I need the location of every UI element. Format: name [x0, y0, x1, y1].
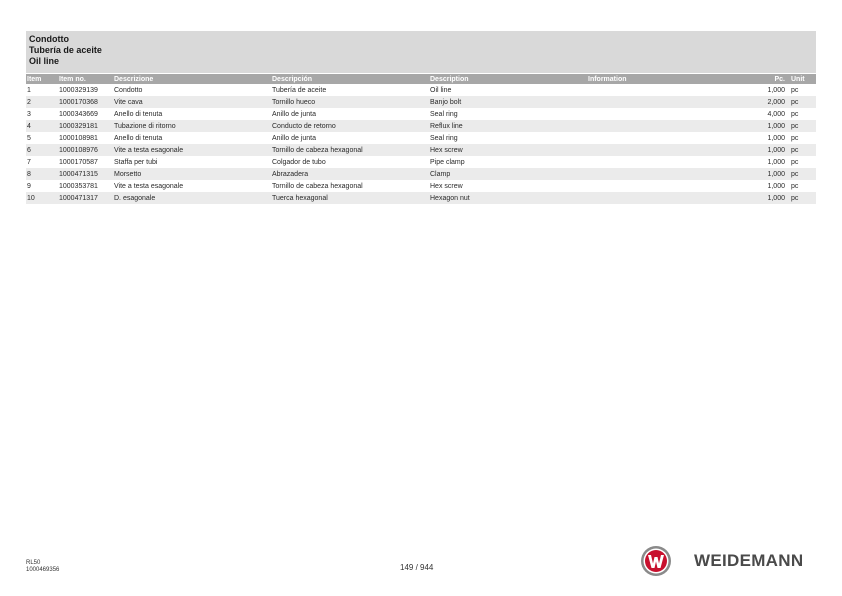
cell-descrizione: Vite cava: [113, 96, 271, 108]
cell-unit: pc: [790, 144, 816, 156]
cell-unit: pc: [791, 158, 799, 166]
cell-descripcion: Tubería de aceite: [272, 86, 327, 94]
cell-pc: 1,000: [767, 86, 785, 94]
cell-information: [587, 156, 745, 168]
table-header-row: [26, 74, 816, 84]
cell-information: [587, 144, 745, 156]
cell-item: 2: [26, 96, 58, 108]
cell-item: 6: [26, 144, 58, 156]
cell-description: Oil line: [430, 86, 452, 94]
table-row: [26, 84, 816, 96]
header-descrizione: Descrizione: [113, 74, 271, 84]
cell-item-no: 1000108976: [58, 144, 113, 156]
table-row: [26, 108, 816, 120]
cell-descripcion: Tornillo de cabeza hexagonal: [271, 144, 429, 156]
brand-wordmark: WEIDEMANN: [694, 551, 804, 570]
cell-descripcion: Anillo de junta: [272, 110, 316, 118]
cell-descripcion: Tornillo de cabeza hexagonal: [272, 182, 363, 190]
title-english: Oil line: [29, 56, 60, 66]
cell-information: [587, 180, 745, 192]
cell-description: Pipe clamp: [430, 158, 465, 166]
cell-item: 3: [27, 110, 31, 118]
cell-pc: 1,000: [745, 192, 790, 204]
cell-information: [587, 84, 745, 96]
table-row: [26, 168, 816, 180]
cell-descrizione: Morsetto: [113, 168, 271, 180]
cell-descripcion: Conducto de retorno: [271, 120, 429, 132]
cell-description: Clamp: [429, 168, 587, 180]
table-row: [26, 96, 816, 108]
cell-item: 1: [27, 86, 31, 94]
cell-unit: pc: [790, 192, 816, 204]
title-italian: Condotto: [29, 34, 69, 44]
cell-descrizione: Staffa per tubi: [114, 158, 158, 166]
cell-item-no: 1000343669: [59, 110, 98, 118]
cell-description: Seal ring: [430, 134, 458, 142]
weidemann-w-logo-icon: [639, 545, 673, 577]
cell-item: 5: [27, 134, 31, 142]
cell-item-no: 1000170368: [58, 96, 113, 108]
cell-pc: 1,000: [745, 144, 790, 156]
cell-pc: 1,000: [767, 182, 785, 190]
header-information: Information: [587, 74, 745, 84]
cell-pc: 1,000: [745, 120, 790, 132]
parts-table: [26, 74, 816, 204]
cell-item-no: 1000353781: [59, 182, 98, 190]
cell-information: [587, 168, 745, 180]
cell-description: Reflux line: [429, 120, 587, 132]
cell-information: [587, 120, 745, 132]
document-number: 1000469356: [26, 567, 60, 573]
cell-item-no: 1000170587: [59, 158, 98, 166]
table-row: [26, 180, 816, 192]
cell-descrizione: D. esagonale: [113, 192, 271, 204]
cell-item: 7: [27, 158, 31, 166]
header-descripcion: Descripción: [271, 74, 429, 84]
cell-item-no: 1000471317: [58, 192, 113, 204]
cell-descrizione: Tubazione di ritorno: [113, 120, 271, 132]
footer-document-info: [26, 560, 59, 574]
header-description: Description: [429, 74, 587, 84]
cell-unit: pc: [790, 168, 816, 180]
cell-description: Hexagon nut: [429, 192, 587, 204]
cell-information: [587, 96, 745, 108]
cell-description: Banjo bolt: [429, 96, 587, 108]
table-row: [26, 192, 816, 204]
header-unit: Unit: [790, 74, 816, 84]
title-spanish: Tubería de aceite: [29, 45, 102, 55]
cell-item: 9: [27, 182, 31, 190]
cell-descrizione: Condotto: [114, 86, 143, 94]
table-row: [26, 132, 816, 144]
cell-descrizione: Anello di tenuta: [114, 134, 163, 142]
cell-descripcion: Colgador de tubo: [272, 158, 326, 166]
cell-descripcion: Anillo de junta: [272, 134, 316, 142]
cell-information: [587, 132, 745, 144]
cell-item-no: 1000329139: [59, 86, 98, 94]
cell-description: Hex screw: [430, 182, 463, 190]
cell-descripcion: Tornillo hueco: [271, 96, 429, 108]
header-pc: Pc.: [745, 74, 790, 84]
header-item-no: Item no.: [58, 74, 113, 84]
cell-pc: 2,000: [745, 96, 790, 108]
table-row: [26, 156, 816, 168]
cell-item: 8: [26, 168, 58, 180]
cell-unit: pc: [791, 110, 799, 118]
header-item: Item: [26, 74, 58, 84]
cell-descrizione: Vite a testa esagonale: [113, 144, 271, 156]
cell-information: [587, 108, 745, 120]
cell-unit: pc: [791, 134, 799, 142]
page-number: 149 / 944: [400, 563, 434, 572]
cell-item-no: 1000471315: [58, 168, 113, 180]
cell-unit: pc: [790, 120, 816, 132]
title-block: [26, 31, 816, 73]
cell-information: [587, 192, 745, 204]
cell-unit: pc: [790, 96, 816, 108]
cell-pc: 1,000: [767, 158, 785, 166]
cell-description: Hex screw: [429, 144, 587, 156]
cell-pc: 4,000: [767, 110, 785, 118]
cell-item-no: 1000108981: [59, 134, 98, 142]
cell-unit: pc: [791, 182, 799, 190]
cell-descripcion: Abrazadera: [271, 168, 429, 180]
model-label: RL50: [26, 560, 41, 566]
cell-descrizione: Anello di tenuta: [114, 110, 163, 118]
table-row: [26, 120, 816, 132]
cell-description: Seal ring: [430, 110, 458, 118]
table-row: [26, 144, 816, 156]
cell-item: 10: [26, 192, 58, 204]
cell-item: 4: [26, 120, 58, 132]
cell-pc: 1,000: [767, 134, 785, 142]
cell-unit: pc: [791, 86, 799, 94]
cell-item-no: 1000329181: [58, 120, 113, 132]
cell-pc: 1,000: [745, 168, 790, 180]
cell-descrizione: Vite a testa esagonale: [114, 182, 184, 190]
cell-descripcion: Tuerca hexagonal: [271, 192, 429, 204]
